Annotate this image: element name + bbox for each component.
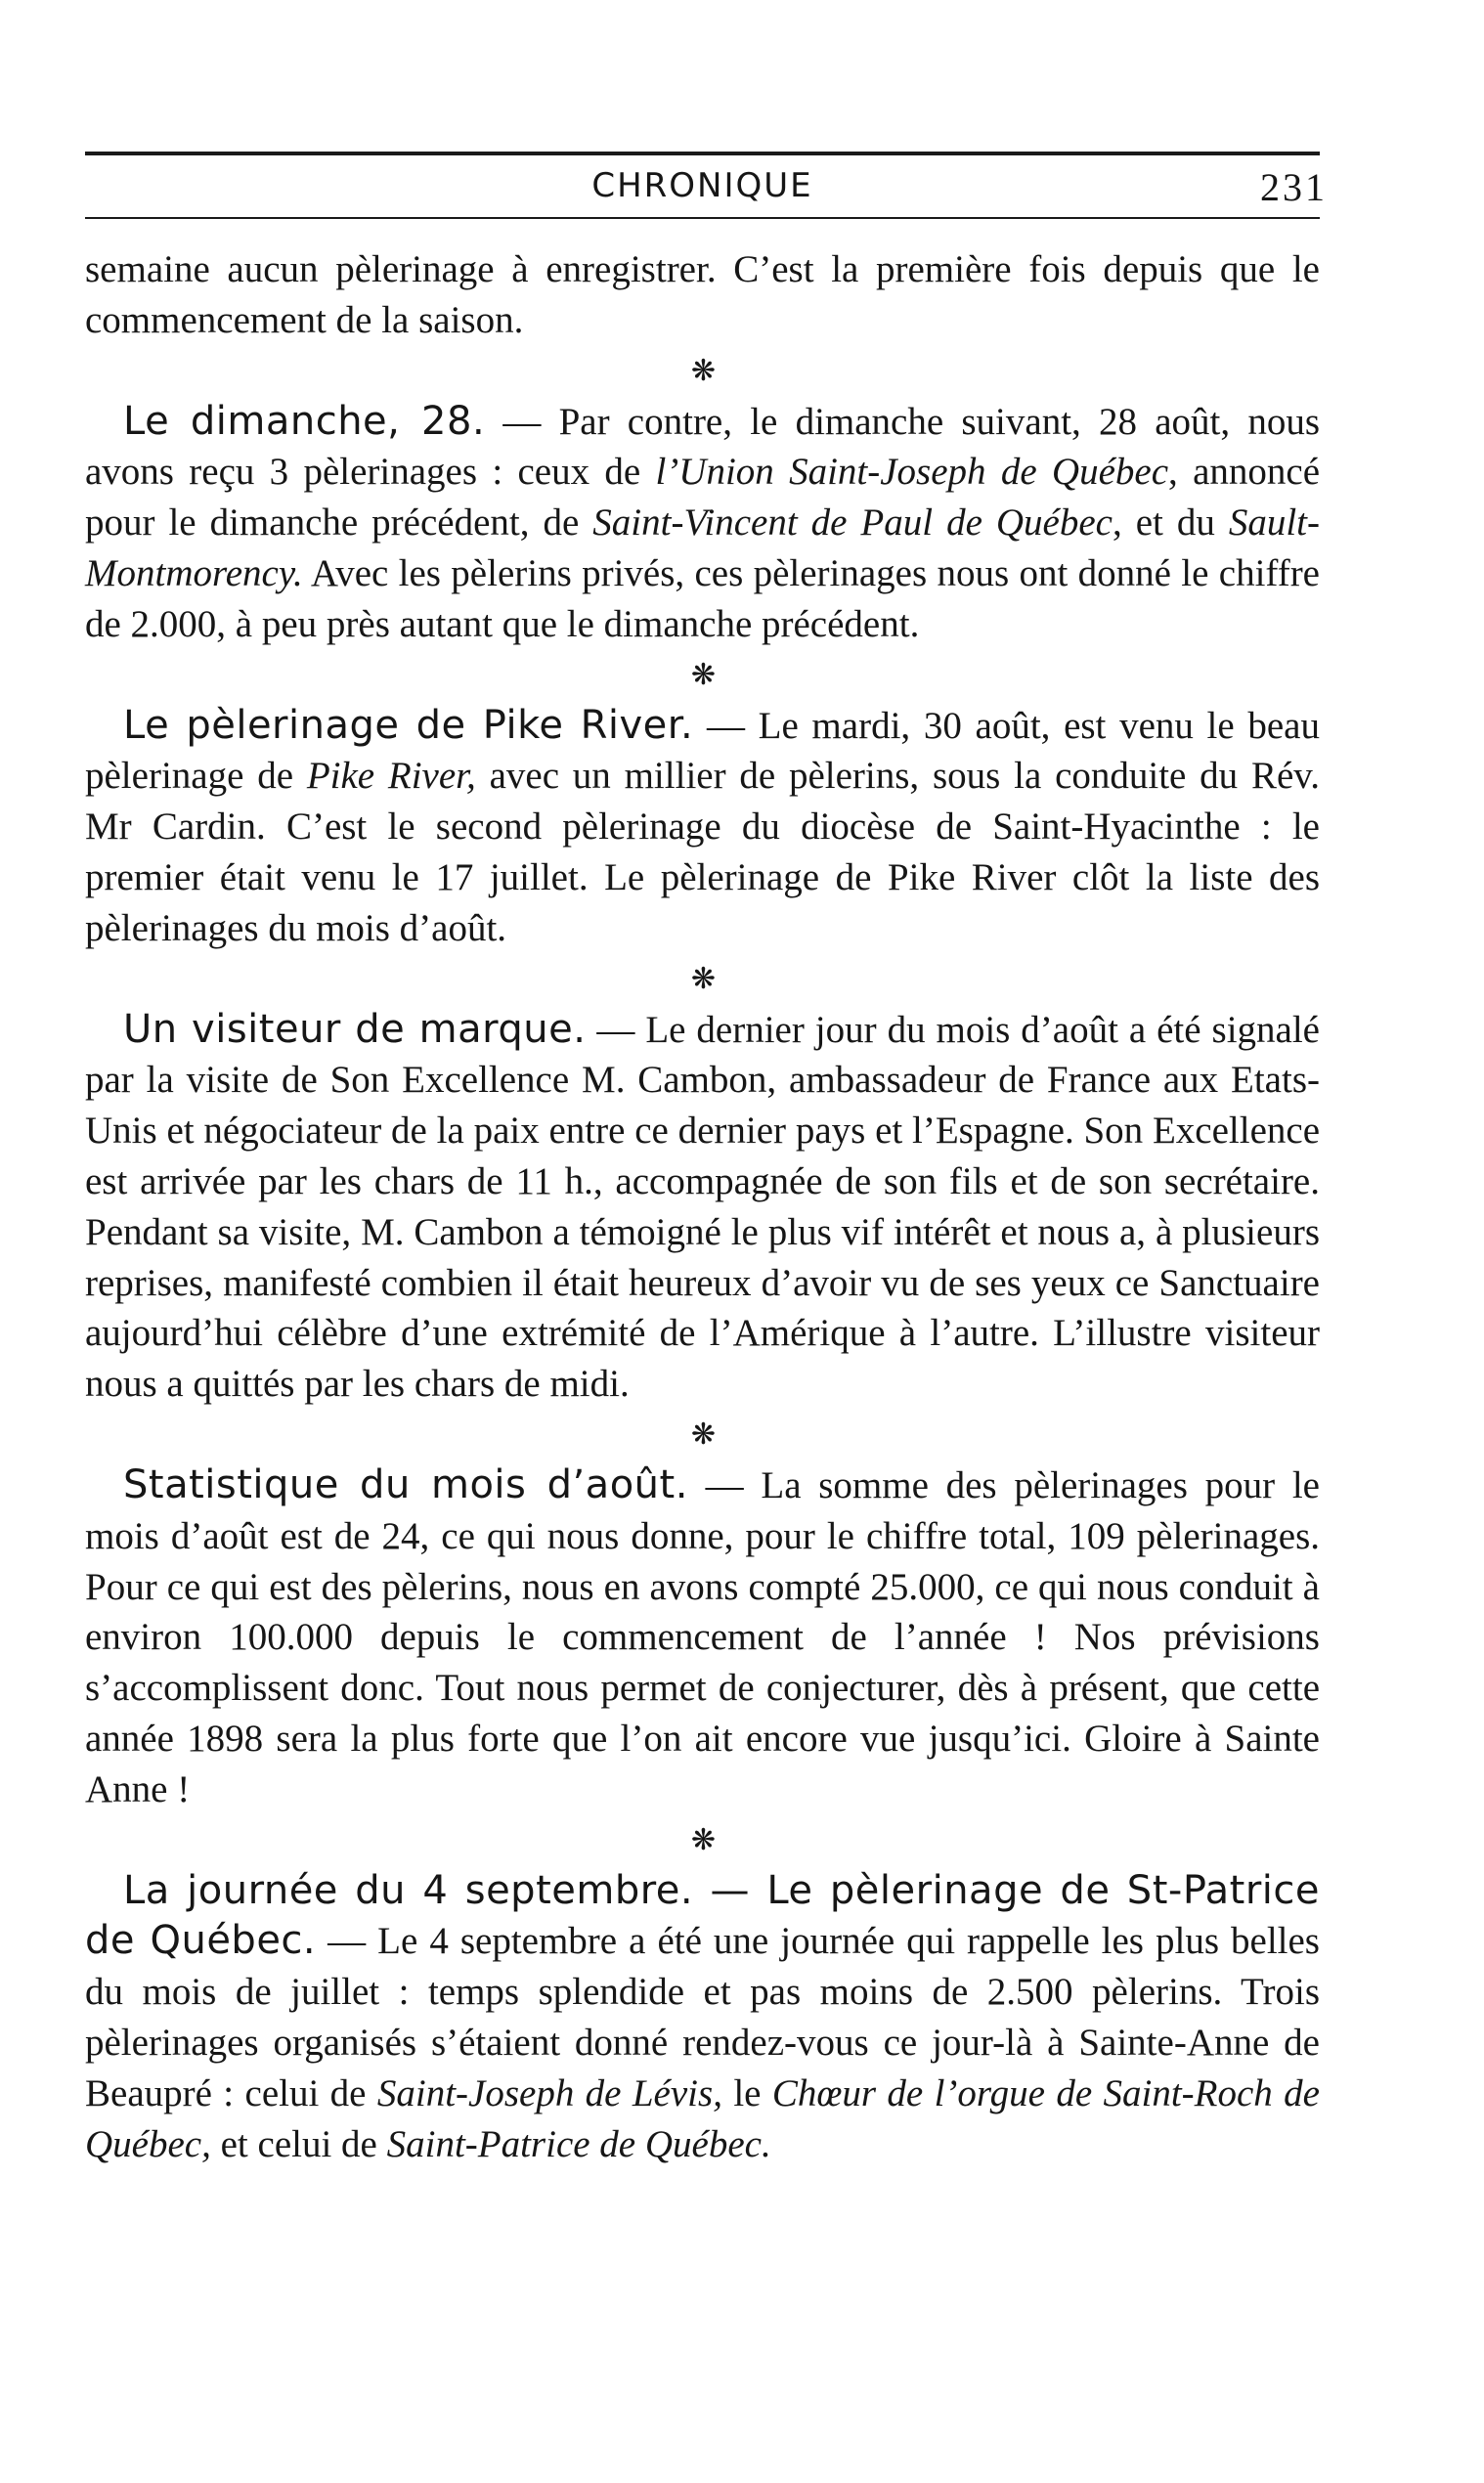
running-title: CHRONIQUE [591, 166, 813, 205]
section-separator: ❋ [690, 1417, 715, 1451]
section-heading: Un visiteur de marque. [123, 1006, 587, 1052]
paragraph-4-septembre: La journée du 4 septembre. — Le pèlerinage de St-Patrice de Québec. — Le 4 septembre a été une journée qui rappelle les plus belles du mois de juillet : temps splendide et pas moins de 2.500 pèlerins. Trois pèlerinages organisés s’étaient donné rendez-vous ce jour-là à Sainte-Anne de Beaupré : celui de Saint-Joseph de Lévis, le Chœur de l’orgue de Saint-Roch de Québec, et celui de Saint-Patrice de Québec. [85, 1867, 1320, 2165]
section-separator: ❋ [690, 962, 715, 995]
section-separator: ❋ [690, 658, 715, 691]
page-number: 231 [1260, 165, 1328, 209]
section-heading: Le pèlerinage de Pike River. [123, 702, 694, 748]
section-heading: Le dimanche, 28. [123, 398, 486, 444]
paragraph-visiteur: Un visiteur de marque. — Le dernier jour du mois d’août a été signalé par la visite de Son Excellence M. Cambon, ambassadeur de France aux Etats-Unis et négociateur de la paix entre ce dernier pays et l’Espagne. Son Excellence est arrivée par les chars de 11 h., accompagnée de son fils et de son secrétaire. Pendant sa visite, M. Cambon a témoigné le plus vif intérêt et nous a, à plusieurs reprises, manifesté combien il était heureux d’avoir vu de ses yeux ce Sanctuaire aujourd’hui célèbre d’une extrémité de l’Amérique à l’autre. L’illustre visiteur nous a quittés par les chars de midi. [85, 1006, 1320, 1406]
header-bottom-rule [85, 217, 1320, 219]
section-separator: ❋ [690, 1823, 715, 1856]
section-heading: La journée du 4 septembre. — Le pèlerinage de St-Patrice de Québec. [85, 1867, 1320, 1964]
paragraph-dimanche-28: Le dimanche, 28. — Par contre, le dimanche suivant, 28 août, nous avons reçu 3 pèlerinages : ceux de l’Union Saint-Joseph de Québec, annoncé pour le dimanche précédent, de Saint-Vincent de Paul de Québec, et du Sault-Montmorency. Avec les pèlerins privés, ces pèlerinages nous ont donné le chiffre de 2.000, à peu près autant que le dimanche précédent. [85, 398, 1321, 645]
continuation-paragraph: semaine aucun pèlerinage à enregistrer. C’est la première fois depuis que le commencement de la saison. [85, 248, 1320, 341]
header-top-rule [85, 152, 1320, 155]
body-text [85, 244, 1320, 2169]
paragraph-pike-river: Le pèlerinage de Pike River. — Le mardi, 30 août, est venu le beau pèlerinage de Pike River, avec un millier de pèlerins, sous la conduite du Rév. Mr Cardin. C’est le second pèlerinage du diocèse de Saint-Hyacinthe : le premier était venu le 17 juillet. Le pèlerinage de Pike River clôt la liste des pèlerinages du mois d’août. [85, 702, 1320, 949]
section-heading: Statistique du mois d’août. [123, 1461, 688, 1507]
section-separator: ❋ [690, 354, 715, 387]
paragraph-statistique: Statistique du mois d’août. — La somme des pèlerinages pour le mois d’août est de 24, ce qui nous donne, pour le chiffre total, 109 pèlerinages. Pour ce qui est des pèlerins, nous en avons compté 25.000, ce qui nous conduit à environ 100.000 depuis le commencement de l’année ! Nos prévisions s’accomplissent donc. Tout nous permet de conjecturer, dès à présent, que cette année 1898 sera la plus forte que l’on ait encore vue jusqu’ici. Gloire à Sainte Anne ! [85, 1461, 1320, 1810]
